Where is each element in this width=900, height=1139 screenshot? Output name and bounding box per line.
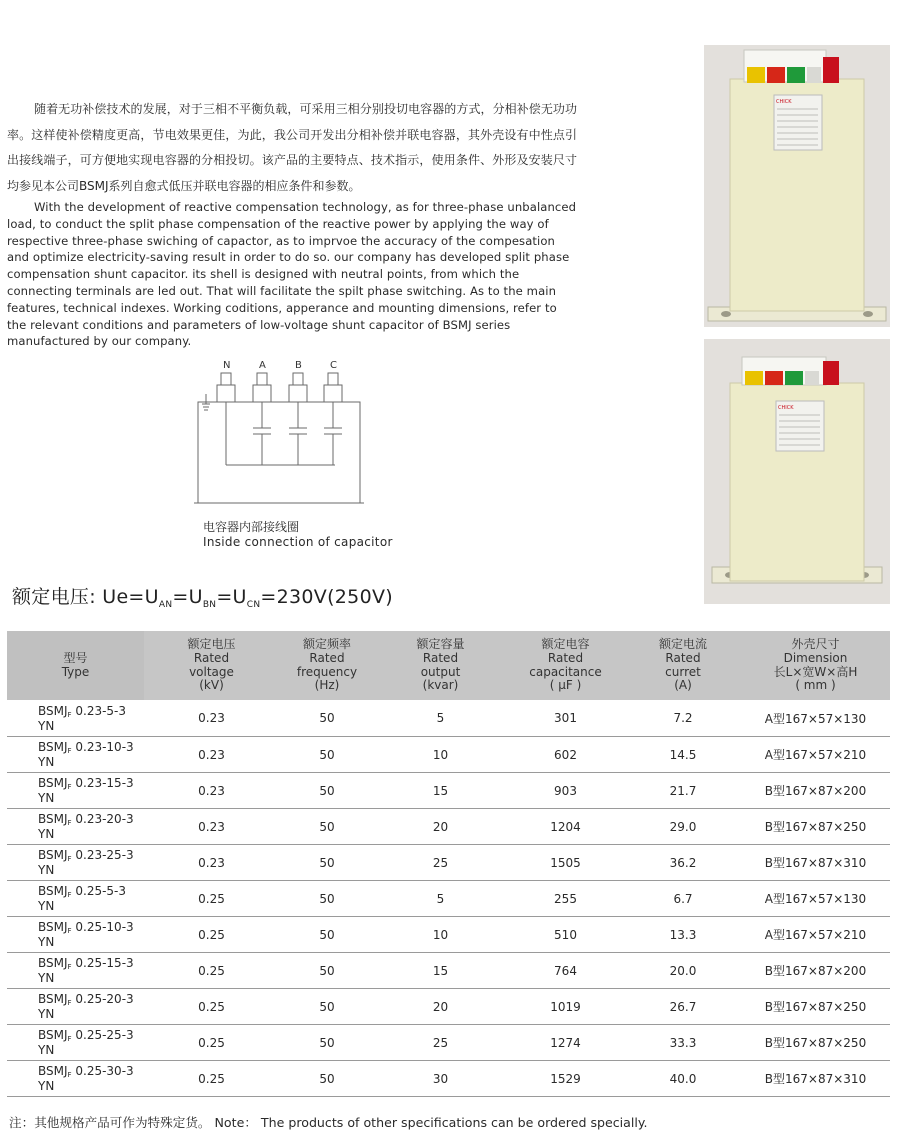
- cell-current: 26.7: [625, 989, 741, 1025]
- table-row: [7, 917, 890, 953]
- cell-voltage: 0.23: [144, 700, 279, 737]
- cell-dimension: A型167×57×210: [741, 737, 890, 773]
- cell-dimension: A型167×57×210: [741, 917, 890, 953]
- column-header: 型号 Type: [7, 631, 144, 700]
- cell-capacitance: 1529: [506, 1061, 625, 1097]
- cell-dimension: B型167×87×250: [741, 1025, 890, 1061]
- cell-capacitance: 1019: [506, 989, 625, 1025]
- cell-voltage: 0.23: [144, 845, 279, 881]
- cell-type: BSMJF 0.23-25-3 YN: [7, 845, 144, 881]
- cell-current: 13.3: [625, 917, 741, 953]
- terminal-n: [217, 373, 235, 402]
- cell-type: BSMJF 0.23-20-3 YN: [7, 809, 144, 845]
- cell-output: 10: [375, 737, 506, 773]
- table-row: [7, 989, 890, 1025]
- cell-dimension: B型167×87×200: [741, 773, 890, 809]
- cell-frequency: 50: [279, 917, 375, 953]
- cell-dimension: A型167×57×130: [741, 700, 890, 737]
- diagram-caption-en: Inside connection of capacitor: [203, 535, 393, 549]
- table-row: [7, 1025, 890, 1061]
- terminal-label-n: N: [223, 360, 231, 371]
- cell-capacitance: 510: [506, 917, 625, 953]
- cell-output: 15: [375, 953, 506, 989]
- cell-output: 15: [375, 773, 506, 809]
- cell-voltage: 0.23: [144, 809, 279, 845]
- cell-type: BSMJF 0.23-15-3 YN: [7, 773, 144, 809]
- cell-current: 20.0: [625, 953, 741, 989]
- table-row: [7, 809, 890, 845]
- column-header: 外壳尺寸 Dimension 长L×宽W×高H ( mm ): [741, 631, 890, 700]
- cell-output: 25: [375, 845, 506, 881]
- cell-voltage: 0.25: [144, 881, 279, 917]
- product-photo-tall: [704, 45, 890, 327]
- cell-frequency: 50: [279, 989, 375, 1025]
- cell-current: 36.2: [625, 845, 741, 881]
- terminal-label-b: B: [295, 360, 302, 371]
- intro-chinese: 随着无功补偿技术的发展，对于三相不平衡负载，可采用三相分别投切电容器的方式，分相补偿无功功率。这样使补偿精度更高，节电效果更佳，为此，我公司开发出分相补偿并联电容器，其外壳设有中性点引出接线端子，可方便地实现电容器的分相投切。该产品的主要特点、技术指示，使用条件、外形及安装尺寸均参见本公司BSMJ系列自愈式低压并联电容器的相应条件和参数。: [7, 102, 577, 193]
- table-row: [7, 845, 890, 881]
- spec-table: [7, 631, 890, 1097]
- cell-capacitance: 1204: [506, 809, 625, 845]
- cell-frequency: 50: [279, 1061, 375, 1097]
- terminal-c: [324, 373, 342, 402]
- column-header: 额定容量 Rated output (kvar): [375, 631, 506, 700]
- cell-output: 20: [375, 989, 506, 1025]
- table-row: [7, 881, 890, 917]
- cell-capacitance: 1505: [506, 845, 625, 881]
- table-row: [7, 1061, 890, 1097]
- diagram-caption-cn: 电容器内部接线圈: [203, 520, 300, 534]
- cell-current: 14.5: [625, 737, 741, 773]
- cell-capacitance: 301: [506, 700, 625, 737]
- cell-current: 7.2: [625, 700, 741, 737]
- cell-type: BSMJF 0.23-10-3 YN: [7, 737, 144, 773]
- cell-current: 29.0: [625, 809, 741, 845]
- cell-type: BSMJF 0.25-30-3 YN: [7, 1061, 144, 1097]
- cell-dimension: B型167×87×310: [741, 1061, 890, 1097]
- table-row: [7, 773, 890, 809]
- cell-current: 21.7: [625, 773, 741, 809]
- cell-voltage: 0.23: [144, 737, 279, 773]
- cell-output: 30: [375, 1061, 506, 1097]
- cell-type: BSMJF 0.25-20-3 YN: [7, 989, 144, 1025]
- brand-label-2: CHICK: [778, 405, 794, 411]
- cell-current: 33.3: [625, 1025, 741, 1061]
- cell-frequency: 50: [279, 737, 375, 773]
- column-header: 额定电压 Rated voltage (kV): [144, 631, 279, 700]
- cell-frequency: 50: [279, 845, 375, 881]
- cell-type: BSMJF 0.23-5-3 YN: [7, 700, 144, 737]
- column-header: 额定频率 Rated frequency (Hz): [279, 631, 375, 700]
- table-row: [7, 953, 890, 989]
- wiring-diagram: [190, 350, 400, 510]
- cell-frequency: 50: [279, 881, 375, 917]
- cell-capacitance: 602: [506, 737, 625, 773]
- cell-dimension: B型167×87×200: [741, 953, 890, 989]
- terminal-a: [253, 373, 271, 402]
- cell-voltage: 0.25: [144, 1061, 279, 1097]
- table-row: [7, 737, 890, 773]
- product-photo-short: [704, 339, 890, 604]
- column-header: 额定电容 Rated capacitance ( μF ): [506, 631, 625, 700]
- cell-frequency: 50: [279, 953, 375, 989]
- cell-frequency: 50: [279, 773, 375, 809]
- cell-current: 40.0: [625, 1061, 741, 1097]
- cell-voltage: 0.25: [144, 917, 279, 953]
- cell-dimension: A型167×57×130: [741, 881, 890, 917]
- cell-type: BSMJF 0.25-5-3 YN: [7, 881, 144, 917]
- terminal-label-c: C: [330, 360, 337, 371]
- table-header-row: [7, 631, 890, 700]
- table-row: [7, 700, 890, 737]
- cell-voltage: 0.25: [144, 953, 279, 989]
- cell-dimension: B型167×87×310: [741, 845, 890, 881]
- footnote: 注：其他规格产品可作为特殊定货。 Note： The products of other specifications can be ordered specially.: [9, 1115, 648, 1130]
- terminal-b: [289, 373, 307, 402]
- column-header: 额定电流 Rated curret (A): [625, 631, 741, 700]
- cell-type: BSMJF 0.25-25-3 YN: [7, 1025, 144, 1061]
- cell-dimension: B型167×87×250: [741, 989, 890, 1025]
- cell-output: 5: [375, 881, 506, 917]
- cell-frequency: 50: [279, 809, 375, 845]
- intro-english: With the development of reactive compensation technology, as for three-phase unbalanced load, to conduct the split phase compensation of the reactive power by applying the way of respective three-phase swiching of capactor, as to imprvoe the accuracy of the compesation and optimize electricity-saving result in order to do so. our company has developed split phase compensation shunt capacitor. its shell is designed with neutral points, from which the connecting terminals are led out. That will facilitate the spilt phase switching. As to the main features, technical indexes. Working coditions, apperance and mounting dimensions, refer to the relevant conditions and parameters of low-voltage shunt capacitor of BSMJ series manufactured by our company.: [7, 200, 577, 349]
- cell-type: BSMJF 0.25-10-3 YN: [7, 917, 144, 953]
- cell-voltage: 0.25: [144, 1025, 279, 1061]
- cell-capacitance: 764: [506, 953, 625, 989]
- rated-voltage-heading: 额定电压: $Ue=U_{AN}=U_{BN}=U_{CN}=230V(250V)$: [12, 586, 393, 610]
- cell-current: 6.7: [625, 881, 741, 917]
- cell-frequency: 50: [279, 1025, 375, 1061]
- cell-dimension: B型167×87×250: [741, 809, 890, 845]
- cell-capacitance: 255: [506, 881, 625, 917]
- cell-voltage: 0.23: [144, 773, 279, 809]
- cell-output: 10: [375, 917, 506, 953]
- cell-frequency: 50: [279, 700, 375, 737]
- cell-type: BSMJF 0.25-15-3 YN: [7, 953, 144, 989]
- cell-output: 20: [375, 809, 506, 845]
- cell-output: 5: [375, 700, 506, 737]
- cell-voltage: 0.25: [144, 989, 279, 1025]
- cell-output: 25: [375, 1025, 506, 1061]
- terminal-label-a: A: [259, 360, 266, 371]
- cell-capacitance: 1274: [506, 1025, 625, 1061]
- cell-capacitance: 903: [506, 773, 625, 809]
- brand-label-1: CHICK: [776, 99, 792, 105]
